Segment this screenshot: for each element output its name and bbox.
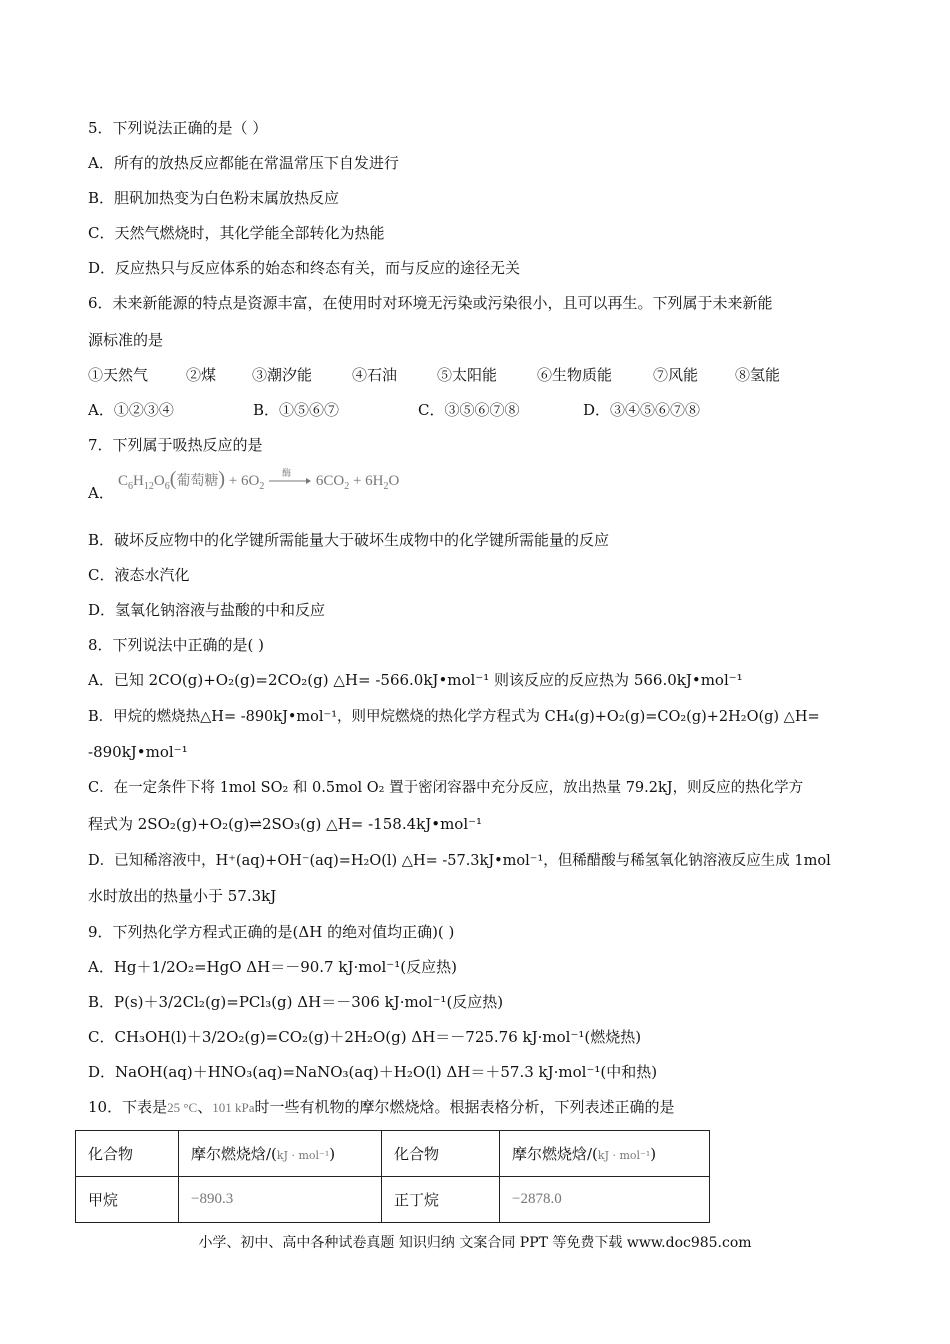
q5-stem: 5．下列说法正确的是（ ）	[88, 119, 268, 137]
q6-item: ②煤	[186, 366, 217, 384]
q7-option-d: D．氢氧化钠溶液与盐酸的中和反应	[88, 601, 326, 619]
q7-stem: 7．下列属于吸热反应的是	[88, 436, 263, 454]
q6-item: ⑥生物质能	[537, 366, 613, 384]
q8-option-b-line1: B．甲烷的燃烧热△H= -890kJ•mol⁻¹，则甲烷燃烧的热化学方程式为 CH₄(g)+O₂(g)=CO₂(g)+2H₂O(g) △H=	[88, 709, 820, 725]
q7-option-a-equation: $C_6H_{12}O_6$(葡萄糖) + $6O_2$ 酶 $6CO_2 + 6H_2O$	[118, 469, 399, 492]
q10-separator: 、	[197, 1098, 213, 1116]
q6-stem-line1: 6．未来新能源的特点是资源丰富，在使用时对环境无污染或污染很小，且可以再生。下列属于未来新能	[88, 294, 773, 312]
enthalpy-table	[75, 1130, 710, 1223]
q6-item: ④石油	[352, 366, 398, 384]
table-row	[76, 1177, 710, 1223]
q5-option-d: D．反应热只与反应体系的始态和终态有关，而与反应的途径无关	[88, 259, 521, 277]
q8-option-c-line2: 程式为 2SO₂(g)+O₂(g)⇌2SO₃(g) △H= -158.4kJ•mol⁻¹	[88, 815, 483, 833]
q10-stem	[88, 1097, 675, 1118]
q8-option-d-line2: 水时放出的热量小于 57.3kJ	[88, 887, 277, 905]
q5-option-b: B．胆矾加热变为白色粉末属放热反应	[88, 189, 340, 207]
q10-stem-post: 时一些有机物的摩尔燃烧焓。根据表格分析，下列表述正确的是	[254, 1098, 675, 1116]
header-unit: kJ · mol⁻¹	[276, 1149, 330, 1162]
table-header-row	[76, 1131, 710, 1177]
q8-option-c-line1: C．在一定条件下将 1mol SO₂ 和 0.5mol O₂ 置于密闭容器中充分反应，放出热量 79.2kJ，则反应的热化学方	[88, 780, 804, 796]
header-close: )	[329, 1145, 336, 1163]
q7-option-a-label: A．	[88, 484, 114, 502]
q10-pressure: 101 kPa	[212, 1100, 255, 1115]
q9-option-d: D．NaOH(aq)＋HNO₃(aq)=NaNO₃(aq)＋H₂O(l) ΔH＝＋57.3 kJ·mol⁻¹(中和热)	[88, 1063, 658, 1081]
table-header-cell	[179, 1131, 382, 1177]
q8-stem: 8．下列说法中正确的是( )	[88, 636, 265, 654]
header-text: 摩尔燃烧焓/(	[512, 1145, 598, 1163]
header-text: 摩尔燃烧焓/(	[191, 1145, 277, 1163]
q10-temperature: 25 °C	[167, 1100, 198, 1115]
q5-option-a: A．所有的放热反应都能在常温常压下自发进行	[88, 154, 399, 172]
table-cell: 正丁烷	[382, 1177, 500, 1223]
q6-stem-line2: 源标准的是	[88, 331, 164, 349]
q6-item: ⑧氢能	[735, 366, 781, 384]
q8-option-d-line1: D．已知稀溶液中，H⁺(aq)+OH⁻(aq)=H₂O(l) △H= -57.3kJ•mol⁻¹，但稀醋酸与稀氢氧化钠溶液反应生成 1mol	[88, 853, 831, 869]
table-cell: −890.3	[179, 1177, 382, 1223]
q6-item: ⑤太阳能	[437, 366, 498, 384]
catalyst-label: 酶	[282, 467, 292, 478]
table-cell: −2878.0	[500, 1177, 710, 1223]
q6-items	[88, 365, 780, 385]
q9-stem: 9．下列热化学方程式正确的是(ΔH 的绝对值均正确)( )	[88, 923, 455, 941]
header-close: )	[650, 1145, 657, 1163]
q8-option-b-line2: -890kJ•mol⁻¹	[88, 743, 188, 761]
q10-stem-pre: 10．下表是	[88, 1098, 168, 1116]
page-footer: 小学、初中、高中各种试卷真题 知识归纳 文案合同 PPT 等免费下载 www.doc985.com	[198, 1235, 752, 1251]
table-header-cell	[500, 1131, 710, 1177]
glucose-label: 葡萄糖	[176, 473, 219, 489]
q6-item: ①天然气	[88, 366, 149, 384]
q6-options	[88, 400, 700, 420]
q9-option-b: B．P(s)＋3/2Cl₂(g)=PCl₃(g) ΔH＝－306 kJ·mol⁻¹(反应热)	[88, 993, 504, 1011]
q6-item: ⑦风能	[653, 366, 699, 384]
q7-option-b: B．破坏反应物中的化学键所需能量大于破坏生成物中的化学键所需能量的反应	[88, 531, 610, 549]
q9-option-c: C．CH₃OH(l)＋3/2O₂(g)=CO₂(g)＋2H₂O(g) ΔH＝－725.76 kJ·mol⁻¹(燃烧热)	[88, 1028, 642, 1046]
q8-option-a: A．已知 2CO(g)+O₂(g)=2CO₂(g) △H= -566.0kJ•mol⁻¹ 则该反应的反应热为 566.0kJ•mol⁻¹	[88, 671, 743, 689]
q6-option: B．①⑤⑥⑦	[253, 401, 340, 419]
q6-option: C．③⑤⑥⑦⑧	[418, 401, 520, 419]
reaction-arrow	[268, 467, 312, 492]
table-header-cell: 化合物	[76, 1131, 179, 1177]
q9-option-a: A．Hg＋1/2O₂=HgO ΔH＝－90.7 kJ·mol⁻¹(反应热)	[88, 958, 457, 976]
q6-option: D．③④⑤⑥⑦⑧	[583, 401, 701, 419]
q7-option-c: C．液态水汽化	[88, 566, 190, 584]
q6-option: A．①②③④	[88, 401, 174, 419]
q6-item: ③潮汐能	[252, 366, 313, 384]
table-header-cell: 化合物	[382, 1131, 500, 1177]
table-cell: 甲烷	[76, 1177, 179, 1223]
header-unit: kJ · mol⁻¹	[597, 1149, 651, 1162]
q5-option-c: C．天然气燃烧时，其化学能全部转化为热能	[88, 224, 385, 242]
